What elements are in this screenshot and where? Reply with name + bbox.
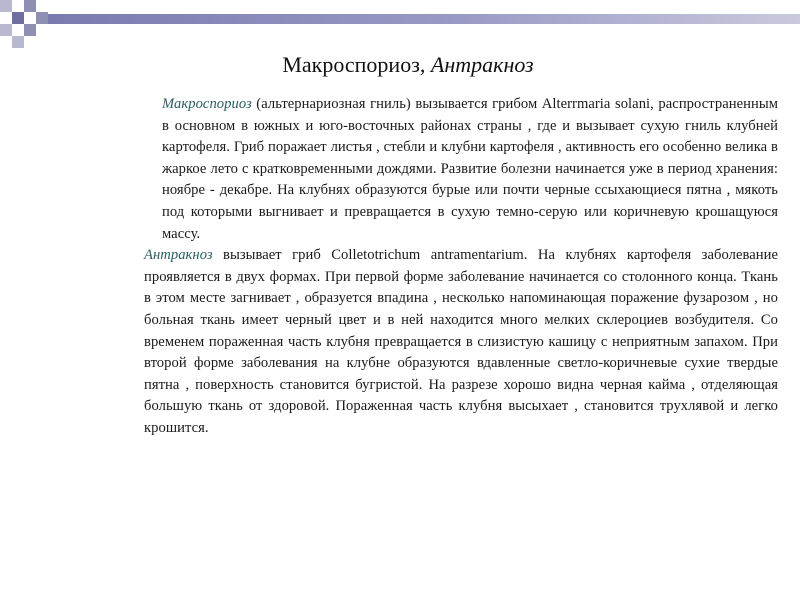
title-main: Макроспориоз,: [282, 52, 431, 77]
decor-square: [12, 36, 24, 48]
paragraph-anthracnose: [54, 245, 778, 439]
header-bar: [48, 14, 800, 24]
slide-body: [54, 94, 778, 440]
decor-square: [24, 0, 36, 12]
decor-square: [12, 12, 24, 24]
decor-square: [36, 12, 48, 24]
paragraph2-text: вызывает гриб Colletotrichum antramentarium. На клубнях картофеля заболевание проявляется в двух формах. При первой форме заболевание начинается со столонного конца. Ткань в этом месте загнивает , образуется впадина , несколько напоминающая поражение фузарозом , но больная ткань имеет черный цвет и в ней находится много мелких склероциев возбудителя. Со временем пораженная часть клубня превращается в слизистую кашицу с неприятным запахом. При второй форме заболевания на клубне образуются вдавленные светло-коричневые сухие твердые пятна , поверхность становится бугристой. На разрезе хорошо видна черная кайма , отделяющая большую ткань от здоровой. Пораженная часть клубня высыхает , становится трухлявой и легко крошится.: [144, 247, 778, 436]
term-anthracnose: Антракноз: [144, 247, 213, 264]
decor-square: [0, 0, 12, 12]
paragraph1-text: (альтернариозная гниль) вызывается грибом Alterrmaria solani, распространенным в основном в южных и юго-восточных районах страны , где и вызывает сухую гниль клубней картофеля. Гриб поражает листья , стебли и клубни картофеля , активность его особенно велика в жаркое лето с кратковременными дождями. Развитие болезни начинается уже в период хранения: ноябре - декабре. На клубнях образуются бурые или почти черные ссыхающиеся пятна , мякоть под которыми выгнивает и превращается в сухую темно-серую или коричневую крошащуюся массу.: [162, 96, 778, 242]
decor-square: [0, 24, 12, 36]
decor-square: [24, 24, 36, 36]
paragraph-macrosporiosis: [54, 94, 778, 245]
term-macrosporiosis: Макроспориоз: [162, 96, 252, 112]
title-italic: Антракноз: [430, 52, 534, 77]
slide-title: [0, 52, 800, 78]
